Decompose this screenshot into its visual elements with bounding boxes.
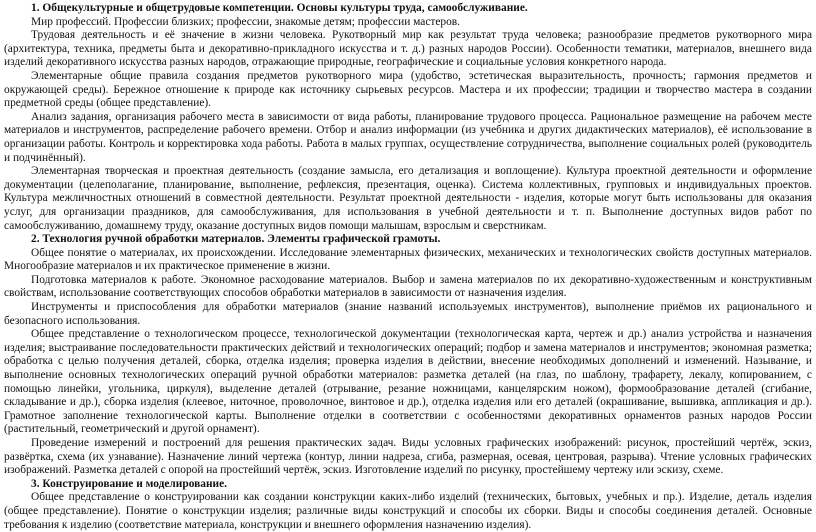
- section-2-paragraph: Подготовка материалов к работе. Экономное расходование материалов. Выбор и замена материалов по их декоративно-художественным и конструктивным свойствам, использование соответствующих способов обработки материалов в зависимости от назначения изделия.: [4, 273, 812, 300]
- section-2-paragraph: Проведение измерений и построений для решения практических задач. Виды условных графических изображений: рисунок, простейший чертёж, эскиз, развёртка, схема (их узнавание). Назначение линий чертежа (контур, линии надреза, сгиба, размерная, осевая, центровая, разрыва). Чтение условных графических изображений. Разметка деталей с опорой на простейший чертёж, эскиз. Изготовление изделий по рисунку, простейшему чертежу или эскизу, схеме.: [4, 437, 812, 477]
- section-3-paragraph: Общее представление о конструировании как создании конструкции каких-либо изделий (технических, бытовых, учебных и пр.). Изделие, деталь изделия (общее представление). Понятие о конструкции изделия; различные виды конструкций и способы их сборки. Виды и способы соединения деталей. Основные требования к изделию (соответствие материала, конструкции и внешнего оформления назначению изделия).: [4, 491, 812, 531]
- section-1-paragraph: Анализ задания, организация рабочего места в зависимости от вида работы, планирование трудового процесса. Рациональное размещение на рабочем месте материалов и инструментов, распределение рабочего времени. Отбор и анализ информации (из учебника и других дидактических материалов), её использование в организации работы. Контроль и корректировка хода работы. Работа в малых группах, осуществление сотрудничества, выполнение социальных ролей (руководитель и подчинённый).: [4, 110, 812, 164]
- section-1-paragraph: Элементарная творческая и проектная деятельность (создание замысла, его детализация и воплощение). Культура проектной деятельности и оформление документации (целеполагание, планирование, выполнение, рефлексия, презентация, оценка). Система коллективных, групповых и индивидуальных проектов. Культура межличностных отношений в совместной деятельности. Результат проектной деятельности - изделия, которые могут быть использованы для оказания услуг, для организации праздников, для самообслуживания, для использования в учебной деятельности и т. п. Выполнение доступных видов работ по самообслуживанию, домашнему труду, оказание доступных видов помощи малышам, взрослым и сверстникам.: [4, 165, 812, 232]
- section-1-paragraph: Трудовая деятельность и её значение в жизни человека. Рукотворный мир как результат труда человека; разнообразие предметов рукотворного мира (архитектура, техника, предметы быта и декоративно-прикладного искусства и т. д.) разных народов России). Особенности тематики, материалов, внешнего вида изделий декоративного искусства разных народов, отражающие природные, географические и социальные условия конкретного народа.: [4, 29, 812, 69]
- section-2-heading: 2. Технология ручной обработки материалов. Элементы графической грамоты.: [31, 233, 441, 246]
- section-2-paragraph: Общее понятие о материалах, их происхождении. Исследование элементарных физических, механических и технологических свойств доступных материалов. Многообразие материалов и их практическое применение в жизни.: [4, 246, 812, 273]
- section-1-heading: 1. Общекультурные и общетрудовые компетенции. Основы культуры труда, самообслуживание.: [31, 2, 528, 14]
- section-2-paragraph: Общее представление о технологическом процессе, технологической документации (технологическая карта, чертеж и др.) анализ устройства и назначения изделия; выстраивание последовательности практических действий и технологических операций; подбор и замена материалов и инструментов; экономная разметка; обработка с целью получения деталей, сборка, отделка изделия; проверка изделия в действии, внесение необходимых дополнений и изменений. Называние, и выполнение основных технологических операций ручной обработки материалов: разметка деталей (на глаз, по шаблону, трафарету, лекалу, копированием, с помощью линейки, угольника, циркуля), выделение деталей (отрывание, резание ножницами, канцелярским ножом), формообразование деталей (сгибание, складывание и др.), сборка изделия (клеевое, ниточное, проволочное, винтовое и др.), отделка изделия или его деталей (окрашивание, вышивка, аппликация и др.). Грамотное заполнение технологической карты. Выполнение отделки в соответствии с особенностями декоративных орнаментов разных народов России (растительный, геометрический и другой орнамент).: [4, 328, 812, 436]
- section-2-paragraph: Инструменты и приспособления для обработки материалов (знание названий используемых инструментов), выполнение приёмов их рационального и безопасного использования.: [4, 301, 812, 327]
- section-1-paragraph: Мир профессий. Профессии близких; профессии, знакомые детям; профессии мастеров.: [31, 15, 461, 28]
- section-3-heading: 3. Конструирование и моделирование.: [31, 477, 227, 490]
- section-1-paragraph: Элементарные общие правила создания предметов рукотворного мира (удобство, эстетическая выразительность, прочность; гармония предметов и окружающей среды). Бережное отношение к природе как источнику сырьевых ресурсов. Мастера и их профессии; традиции и творчество мастера в создании предметной среды (общее представление).: [4, 69, 812, 110]
